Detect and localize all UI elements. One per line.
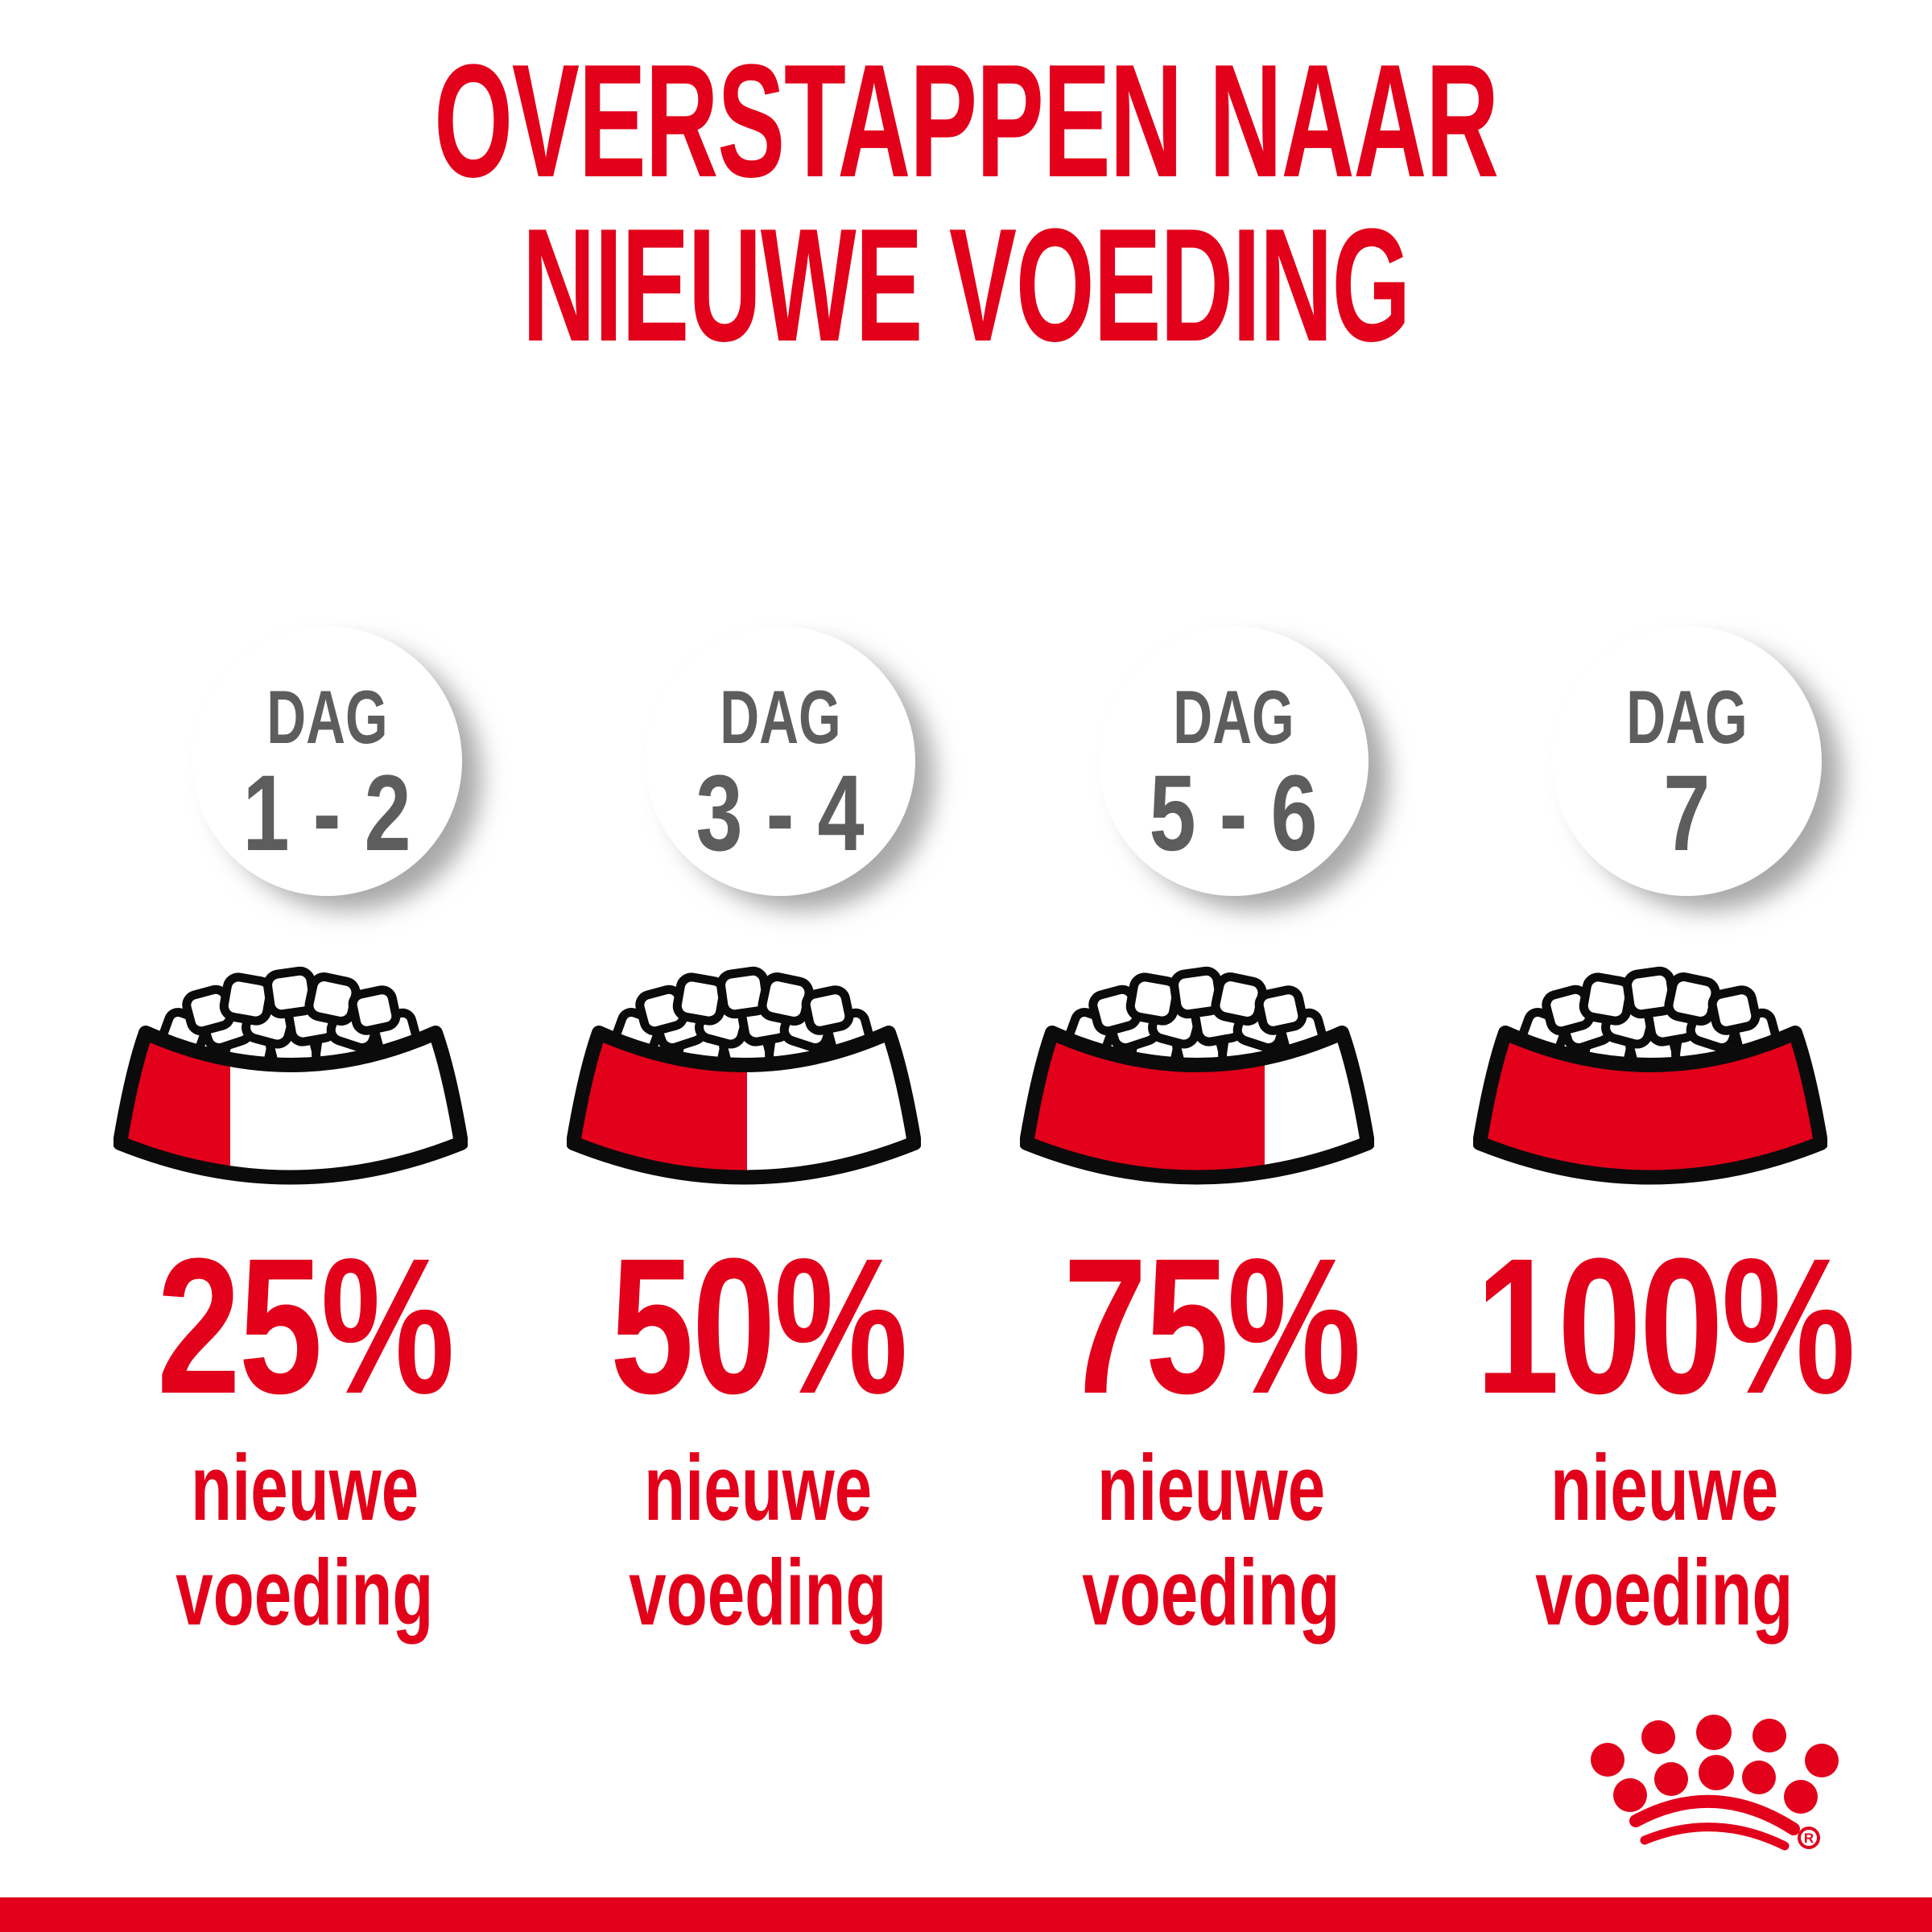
registered-trademark-icon [1799, 1828, 1818, 1847]
food-label: nieuwe voeding [1082, 1435, 1340, 1645]
food-bowl-icon [1020, 962, 1374, 1203]
day-badge [192, 626, 462, 896]
food-label: nieuwe voeding [1535, 1435, 1794, 1645]
percent-value: 25% [156, 1218, 453, 1434]
page-title-line-2: NIEUWE VOEDING [522, 196, 1410, 375]
day-range: 3 - 4 [696, 753, 865, 873]
royal-canin-crown-icon [1590, 1715, 1839, 1856]
food-bowl-icon [1473, 962, 1827, 1203]
page-title-line-1: OVERSTAPPEN NAAR [434, 31, 1498, 211]
day-label: DAG [1626, 675, 1748, 759]
svg-text:R: R [1803, 1831, 1814, 1846]
day-badge [1099, 626, 1368, 896]
day-range: 1 - 2 [242, 753, 412, 873]
percent-value: 50% [609, 1218, 906, 1434]
day-column-5-6 [985, 626, 1438, 1645]
food-label: nieuwe voeding [629, 1435, 887, 1645]
footer-bar [0, 1897, 1932, 1932]
day-badge [1552, 626, 1822, 896]
day-column-3-4 [531, 626, 985, 1645]
day-label: DAG [266, 675, 388, 759]
day-range: 7 [1663, 753, 1711, 873]
day-columns [0, 626, 1932, 1645]
page-title [0, 31, 1932, 375]
day-column-7 [1438, 626, 1891, 1645]
percent-value: 75% [1063, 1218, 1360, 1434]
day-column-1-2 [78, 626, 531, 1645]
day-range: 5 - 6 [1149, 753, 1319, 873]
food-label: nieuwe voeding [175, 1435, 434, 1645]
day-label: DAG [1173, 675, 1294, 759]
percent-value: 100% [1475, 1218, 1854, 1434]
food-bowl-icon [114, 962, 468, 1203]
day-badge [646, 626, 915, 896]
day-label: DAG [720, 675, 841, 759]
food-bowl-icon [567, 962, 921, 1203]
